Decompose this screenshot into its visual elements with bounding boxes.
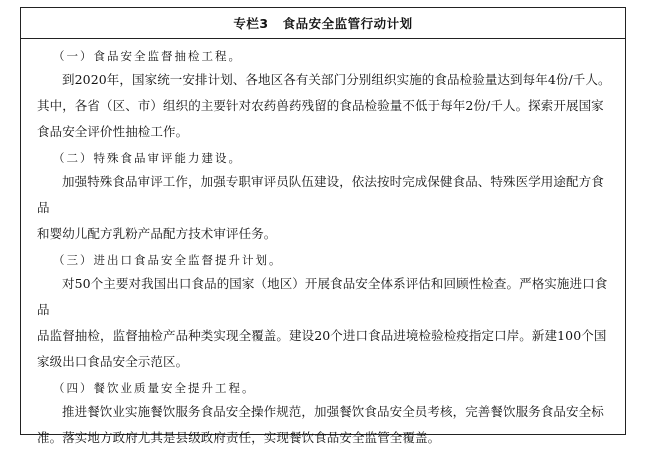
section-heading-4: （四）餐饮业质量安全提升工程。 xyxy=(53,381,256,395)
panel-title: 食品安全监管行动计划 xyxy=(282,16,413,31)
panel-title-row xyxy=(21,8,625,39)
body-line: 其中，各省（区、市）组织的主要针对农药兽药残留的食品检验量不低于每年2份/千人。探索开展国家 xyxy=(37,98,604,113)
body-line: 品监督抽检，监督抽检产品种类实现全覆盖。建设20个进口食品进境检验检疫指定口岸。新建100个国 xyxy=(37,328,607,343)
section-body-3 xyxy=(37,271,611,375)
panel-content xyxy=(21,39,625,451)
section-heading-3: （三）进出口食品安全监督提升计划。 xyxy=(53,253,283,267)
section-body-1 xyxy=(37,67,611,145)
section-body-4 xyxy=(37,399,611,451)
body-line: 食品安全评价性抽检工作。 xyxy=(37,124,189,139)
section-heading-1: （一）食品安全监督抽检工程。 xyxy=(53,49,242,63)
body-line: 到2020年，国家统一安排计划、各地区各有关部门分别组织实施的食品检验量达到每年4份/千人。 xyxy=(62,72,611,87)
body-line: 推进餐饮业实施餐饮服务食品安全操作规范，加强餐饮食品安全员考核，完善餐饮服务食品安全标 xyxy=(62,404,604,419)
body-line: 加强特殊食品审评工作，加强专职审评员队伍建设，依法按时完成保健食品、特殊医学用途配方食品 xyxy=(37,174,604,215)
section-body-2 xyxy=(37,169,611,247)
body-line: 对50个主要对我国出口食品的国家（地区）开展食品安全体系评估和回顾性检查。严格实施进口食品 xyxy=(37,276,608,317)
action-plan-panel xyxy=(20,7,626,445)
body-line: 家级出口食品安全示范区。 xyxy=(37,354,189,369)
body-line: 和婴幼儿配方乳粉产品配方技术审评任务。 xyxy=(37,226,277,241)
body-line: 准。落实地方政府尤其是县级政府责任，实现餐饮食品安全监管全覆盖。 xyxy=(37,430,441,445)
panel-number: 专栏3 xyxy=(233,16,269,31)
section-heading-2: （二）特殊食品审评能力建设。 xyxy=(53,151,242,165)
